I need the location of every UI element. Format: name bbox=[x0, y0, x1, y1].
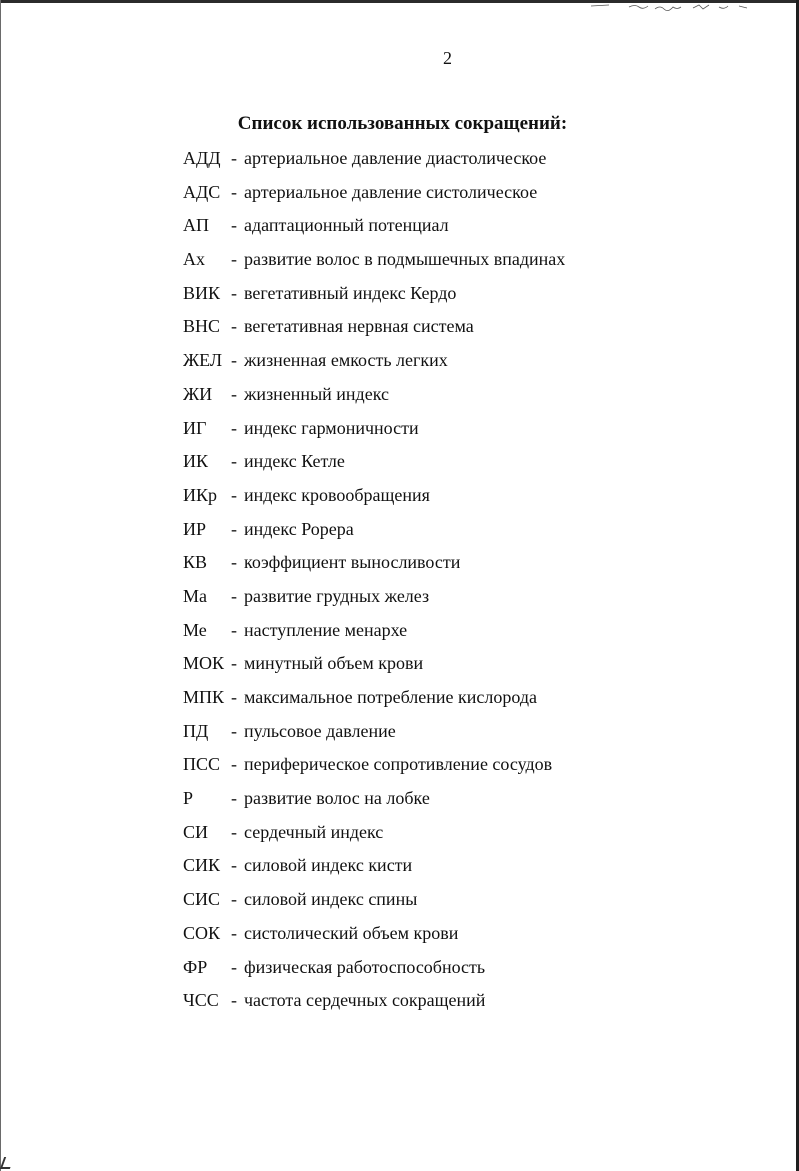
abbreviation-row bbox=[183, 143, 763, 177]
abbreviation-term: СИК bbox=[183, 855, 221, 876]
abbreviation-row bbox=[183, 379, 763, 413]
dash-separator: - bbox=[231, 148, 237, 168]
scan-edge-left bbox=[0, 0, 1, 1171]
dash-separator: - bbox=[231, 585, 237, 606]
abbreviation-term: ЧСС bbox=[183, 990, 219, 1011]
dash-separator: - bbox=[231, 417, 237, 438]
dash-separator: - bbox=[231, 316, 237, 337]
abbreviation-definition: силовой индекс спины bbox=[244, 889, 418, 910]
abbreviation-definition: систолический объем крови bbox=[244, 922, 459, 943]
abbreviation-term: КВ bbox=[183, 552, 208, 573]
dash-separator: - bbox=[231, 282, 237, 303]
abbreviation-row bbox=[183, 480, 763, 514]
abbreviation-definition: коэффициент выносливости bbox=[244, 552, 461, 573]
abbreviation-row bbox=[183, 581, 763, 615]
abbreviation-row bbox=[183, 446, 763, 480]
dash-separator: - bbox=[231, 720, 237, 741]
abbreviation-definition: максимальное потребление кислорода bbox=[244, 687, 538, 707]
abbreviation-term: ИК bbox=[183, 451, 209, 472]
abbreviation-term: МОК bbox=[183, 653, 225, 674]
abbreviation-definition: развитие волос в подмышечных впадинах bbox=[244, 249, 566, 270]
dash-separator: - bbox=[231, 484, 237, 505]
dash-separator: - bbox=[231, 922, 237, 943]
abbreviation-term: Р bbox=[183, 788, 194, 809]
abbreviation-term: Ах bbox=[183, 249, 205, 270]
dash-separator: - bbox=[231, 451, 237, 472]
abbreviation-definition: частота сердечных сокращений bbox=[244, 990, 486, 1011]
abbreviation-term: ФР bbox=[183, 956, 208, 977]
abbreviation-term: ВНС bbox=[183, 316, 221, 337]
abbreviation-term: ПД bbox=[183, 720, 209, 741]
dash-separator: - bbox=[231, 990, 237, 1011]
dash-separator: - bbox=[231, 855, 237, 876]
dash-separator: - bbox=[231, 249, 237, 270]
abbreviation-definition: минутный объем крови bbox=[244, 653, 424, 674]
abbreviation-row bbox=[183, 210, 763, 244]
abbreviation-term: АДД bbox=[183, 148, 221, 168]
abbreviation-definition: жизненная емкость легких bbox=[244, 350, 448, 371]
abbreviation-row bbox=[183, 413, 763, 447]
abbreviation-row bbox=[183, 278, 763, 312]
page-number: 2 bbox=[443, 48, 452, 68]
abbreviation-term: ИР bbox=[183, 518, 207, 539]
scan-corner-mark bbox=[0, 1157, 14, 1169]
abbreviation-row bbox=[183, 952, 763, 986]
dash-separator: - bbox=[231, 518, 237, 539]
abbreviation-definition: периферическое сопротивление сосудов bbox=[244, 754, 553, 775]
abbreviation-definition: артериальное давление диастолическое bbox=[244, 148, 547, 168]
abbreviation-row bbox=[183, 850, 763, 884]
abbreviation-term: ИГ bbox=[183, 417, 207, 438]
dash-separator: - bbox=[231, 687, 237, 707]
abbreviation-term: Ме bbox=[183, 619, 207, 640]
abbreviation-row bbox=[183, 716, 763, 750]
abbreviation-definition: индекс Кетле bbox=[244, 451, 345, 472]
abbreviation-definition: наступление менархе bbox=[244, 619, 408, 640]
abbreviation-row bbox=[183, 311, 763, 345]
abbreviation-term: СОК bbox=[183, 922, 221, 943]
abbreviation-row bbox=[183, 749, 763, 783]
abbreviation-row bbox=[183, 177, 763, 211]
abbreviation-definition: вегетативный индекс Кердо bbox=[244, 282, 457, 303]
dash-separator: - bbox=[231, 788, 237, 809]
abbreviation-row bbox=[183, 918, 763, 952]
dash-separator: - bbox=[231, 956, 237, 977]
dash-separator: - bbox=[231, 350, 237, 371]
abbreviation-row bbox=[183, 547, 763, 581]
abbreviation-row bbox=[183, 783, 763, 817]
dash-separator: - bbox=[231, 215, 237, 236]
abbreviation-definition: вегетативная нервная система bbox=[244, 316, 474, 337]
abbreviation-row bbox=[183, 985, 763, 1019]
abbreviation-definition: артериальное давление систолическое bbox=[244, 181, 538, 202]
abbreviation-row bbox=[183, 514, 763, 548]
abbreviation-list bbox=[183, 143, 763, 1019]
abbreviation-definition: жизненный индекс bbox=[244, 383, 389, 404]
abbreviation-definition: развитие волос на лобке bbox=[244, 788, 430, 809]
abbreviation-definition: сердечный индекс bbox=[244, 821, 384, 842]
dash-separator: - bbox=[231, 552, 237, 573]
abbreviation-term: ПСС bbox=[183, 754, 221, 775]
handwritten-scribble-icon bbox=[589, 3, 759, 13]
abbreviation-row bbox=[183, 884, 763, 918]
abbreviation-definition: индекс Рорера bbox=[244, 518, 354, 539]
page-title: Список использованных сокращений: bbox=[237, 113, 568, 134]
abbreviation-term: МПК bbox=[183, 687, 225, 707]
abbreviation-definition: индекс гармоничности bbox=[244, 417, 419, 438]
dash-separator: - bbox=[231, 889, 237, 910]
dash-separator: - bbox=[231, 821, 237, 842]
abbreviation-term: АП bbox=[183, 215, 209, 236]
abbreviation-term: ВИК bbox=[183, 282, 221, 303]
abbreviation-term: Ма bbox=[183, 585, 207, 606]
abbreviation-row bbox=[183, 648, 763, 682]
abbreviation-term: СИС bbox=[183, 889, 221, 910]
abbreviation-definition: физическая работоспособность bbox=[244, 956, 486, 977]
abbreviation-term: ЖЕЛ bbox=[183, 350, 223, 371]
abbreviation-term: АДС bbox=[183, 181, 221, 202]
abbreviation-term: ЖИ bbox=[183, 383, 213, 404]
abbreviation-term: ИКр bbox=[183, 484, 218, 505]
dash-separator: - bbox=[231, 619, 237, 640]
abbreviation-definition: пульсовое давление bbox=[244, 720, 396, 741]
abbreviation-row bbox=[183, 345, 763, 379]
dash-separator: - bbox=[231, 383, 237, 404]
abbreviation-definition: развитие грудных желез bbox=[244, 585, 430, 606]
abbreviation-term: СИ bbox=[183, 821, 209, 842]
abbreviation-definition: индекс кровообращения bbox=[244, 484, 430, 505]
abbreviation-definition: силовой индекс кисти bbox=[244, 855, 413, 876]
dash-separator: - bbox=[231, 181, 237, 202]
abbreviation-row bbox=[183, 817, 763, 851]
abbreviation-definition: адаптационный потенциал bbox=[244, 215, 449, 236]
dash-separator: - bbox=[231, 754, 237, 775]
abbreviation-row bbox=[183, 615, 763, 649]
abbreviation-row bbox=[183, 244, 763, 278]
dash-separator: - bbox=[231, 653, 237, 674]
abbreviation-row bbox=[183, 682, 763, 716]
